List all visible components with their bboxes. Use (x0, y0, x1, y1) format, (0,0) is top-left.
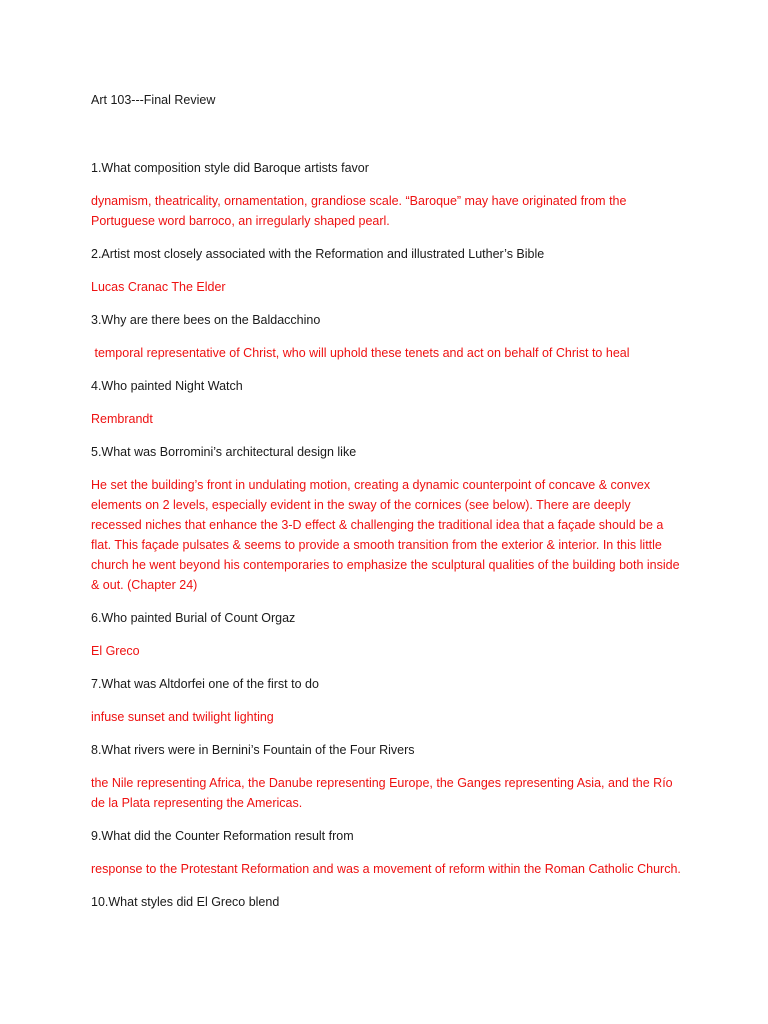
answer-6: El Greco (91, 644, 140, 658)
question-6: 6.Who painted Burial of Count Orgaz (91, 611, 296, 625)
question-9: 9.What did the Counter Reformation result from (91, 829, 354, 843)
qa-list (91, 158, 681, 912)
question-4: 4.Who painted Night Watch (91, 379, 243, 393)
page-title: Art 103---Final Review (91, 93, 216, 107)
answer-1: dynamism, theatricality, ornamentation, grandiose scale. “Baroque” may have originated from the Portuguese word barroco, an irregularly shaped pearl. (91, 194, 627, 228)
answer-4: Rembrandt (91, 412, 153, 426)
answer-2: Lucas Cranac The Elder (91, 280, 226, 294)
answer-8: the Nile representing Africa, the Danube representing Europe, the Ganges representing Asia, and the Río de la Plata representing the Americas. (91, 776, 673, 810)
answer-5: He set the building’s front in undulating motion, creating a dynamic counterpoint of concave & convex elements on 2 levels, especially evident in the sway of the cornices (see below). There are deeply recessed niches that enhance the 3-D effect & challenging the traditional idea that a façade should be a flat. This façade pulsates & seems to provide a smooth transition from the exterior & interior. In this little church he went beyond his contemporaries to emphasize the sculptural qualities of the building both inside & out. (Chapter 24) (91, 478, 680, 592)
answer-3: temporal representative of Christ, who will uphold these tenets and act on behalf of Christ to heal (91, 346, 630, 360)
question-7: 7.What was Altdorfei one of the first to do (91, 677, 319, 691)
answer-7: infuse sunset and twilight lighting (91, 710, 274, 724)
question-10: 10.What styles did El Greco blend (91, 895, 280, 909)
question-2: 2.Artist most closely associated with the Reformation and illustrated Luther’s Bible (91, 247, 545, 261)
answer-9: response to the Protestant Reformation and was a movement of reform within the Roman Catholic Church. (91, 862, 681, 876)
question-5: 5.What was Borromini’s architectural design like (91, 445, 357, 459)
question-1: 1.What composition style did Baroque artists favor (91, 161, 369, 175)
question-8: 8.What rivers were in Bernini’s Fountain of the Four Rivers (91, 743, 415, 757)
question-3: 3.Why are there bees on the Baldacchino (91, 313, 321, 327)
